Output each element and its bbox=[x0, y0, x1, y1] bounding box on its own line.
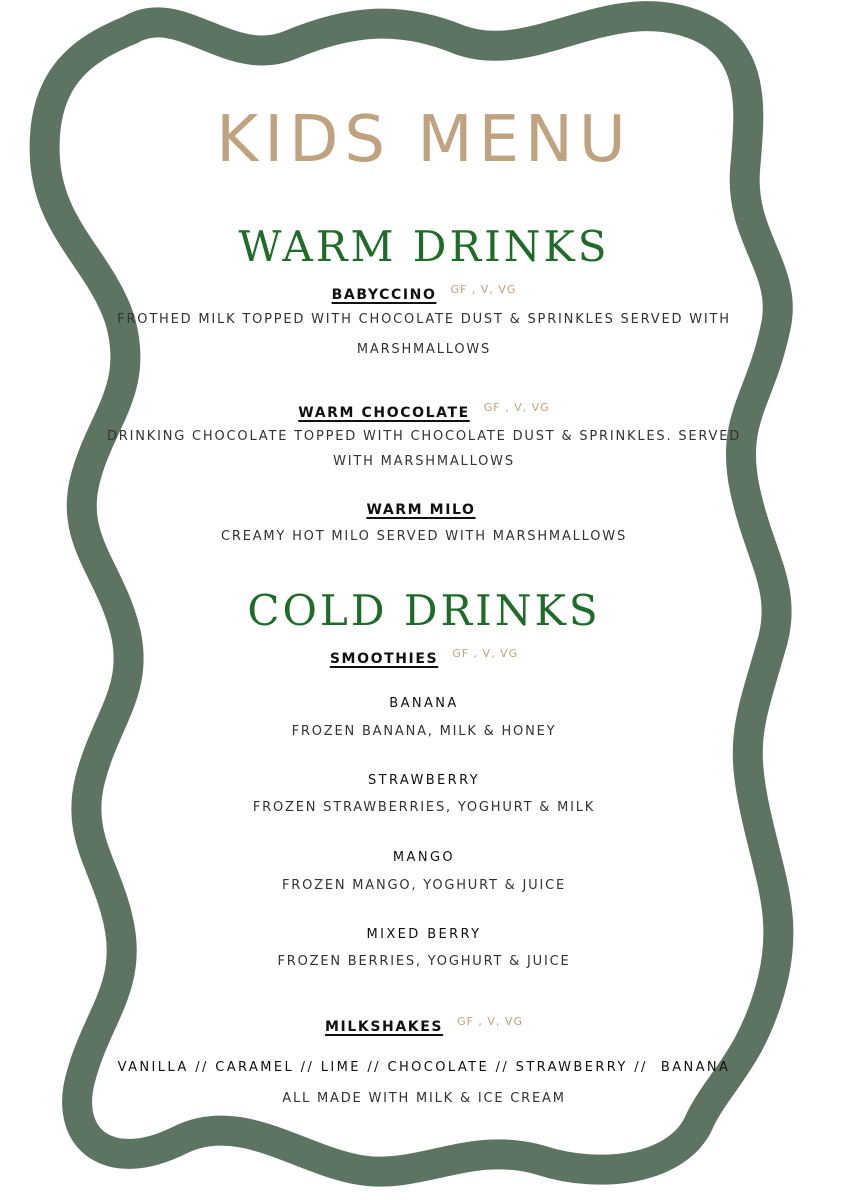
item-description: DRINKING CHOCOLATE TOPPED WITH CHOCOLATE DUST & SPRINKLES. SERVED bbox=[106, 429, 742, 444]
item-name: MILKSHAKES bbox=[325, 1019, 444, 1035]
smoothie-name: STRAWBERRY bbox=[367, 773, 481, 788]
dietary-tags: GF , V, VG bbox=[450, 283, 517, 296]
smoothie-name: MANGO bbox=[392, 850, 456, 865]
smoothie-description: FROZEN BANANA, MILK & HONEY bbox=[291, 724, 557, 739]
page-title: KIDS MENU bbox=[216, 103, 632, 177]
menu-item-warm-chocolate bbox=[0, 402, 848, 420]
item-description: CREAMY HOT MILO SERVED WITH MARSHMALLOWS bbox=[221, 529, 627, 544]
dietary-tags: GF , V, VG bbox=[457, 1015, 523, 1028]
menu-item-warm-milo bbox=[0, 503, 848, 517]
section-heading-cold-drinks: COLD DRINKS bbox=[247, 586, 601, 635]
item-name: SMOOTHIES bbox=[329, 651, 439, 667]
milkshake-flavours: VANILLA // CARAMEL // LIME // CHOCOLATE // STRAWBERRY // BANANA bbox=[117, 1060, 731, 1075]
section-heading-warm-drinks: WARM DRINKS bbox=[238, 222, 610, 271]
menu-item-smoothies bbox=[0, 648, 848, 666]
item-description: FROTHED MILK TOPPED WITH CHOCOLATE DUST & SPRINKLES SERVED WITH bbox=[117, 312, 731, 327]
menu-item-babyccino bbox=[0, 284, 848, 302]
item-name: WARM CHOCOLATE bbox=[298, 405, 470, 421]
item-description: MARSHMALLOWS bbox=[356, 342, 492, 357]
item-name: WARM MILO bbox=[366, 502, 476, 518]
smoothie-description: FROZEN STRAWBERRIES, YOGHURT & MILK bbox=[252, 800, 596, 815]
milkshake-note: ALL MADE WITH MILK & ICE CREAM bbox=[282, 1091, 566, 1106]
dietary-tags: GF , V, VG bbox=[483, 401, 550, 414]
menu-item-milkshakes bbox=[0, 1016, 848, 1034]
smoothie-name: MIXED BERRY bbox=[366, 927, 482, 942]
smoothie-name: BANANA bbox=[389, 696, 459, 711]
smoothie-description: FROZEN BERRIES, YOGHURT & JUICE bbox=[277, 954, 571, 969]
smoothie-description: FROZEN MANGO, YOGHURT & JUICE bbox=[281, 878, 567, 893]
item-description: WITH MARSHMALLOWS bbox=[333, 454, 515, 469]
item-name: BABYCCINO bbox=[331, 287, 437, 303]
dietary-tags: GF , V, VG bbox=[452, 647, 519, 660]
